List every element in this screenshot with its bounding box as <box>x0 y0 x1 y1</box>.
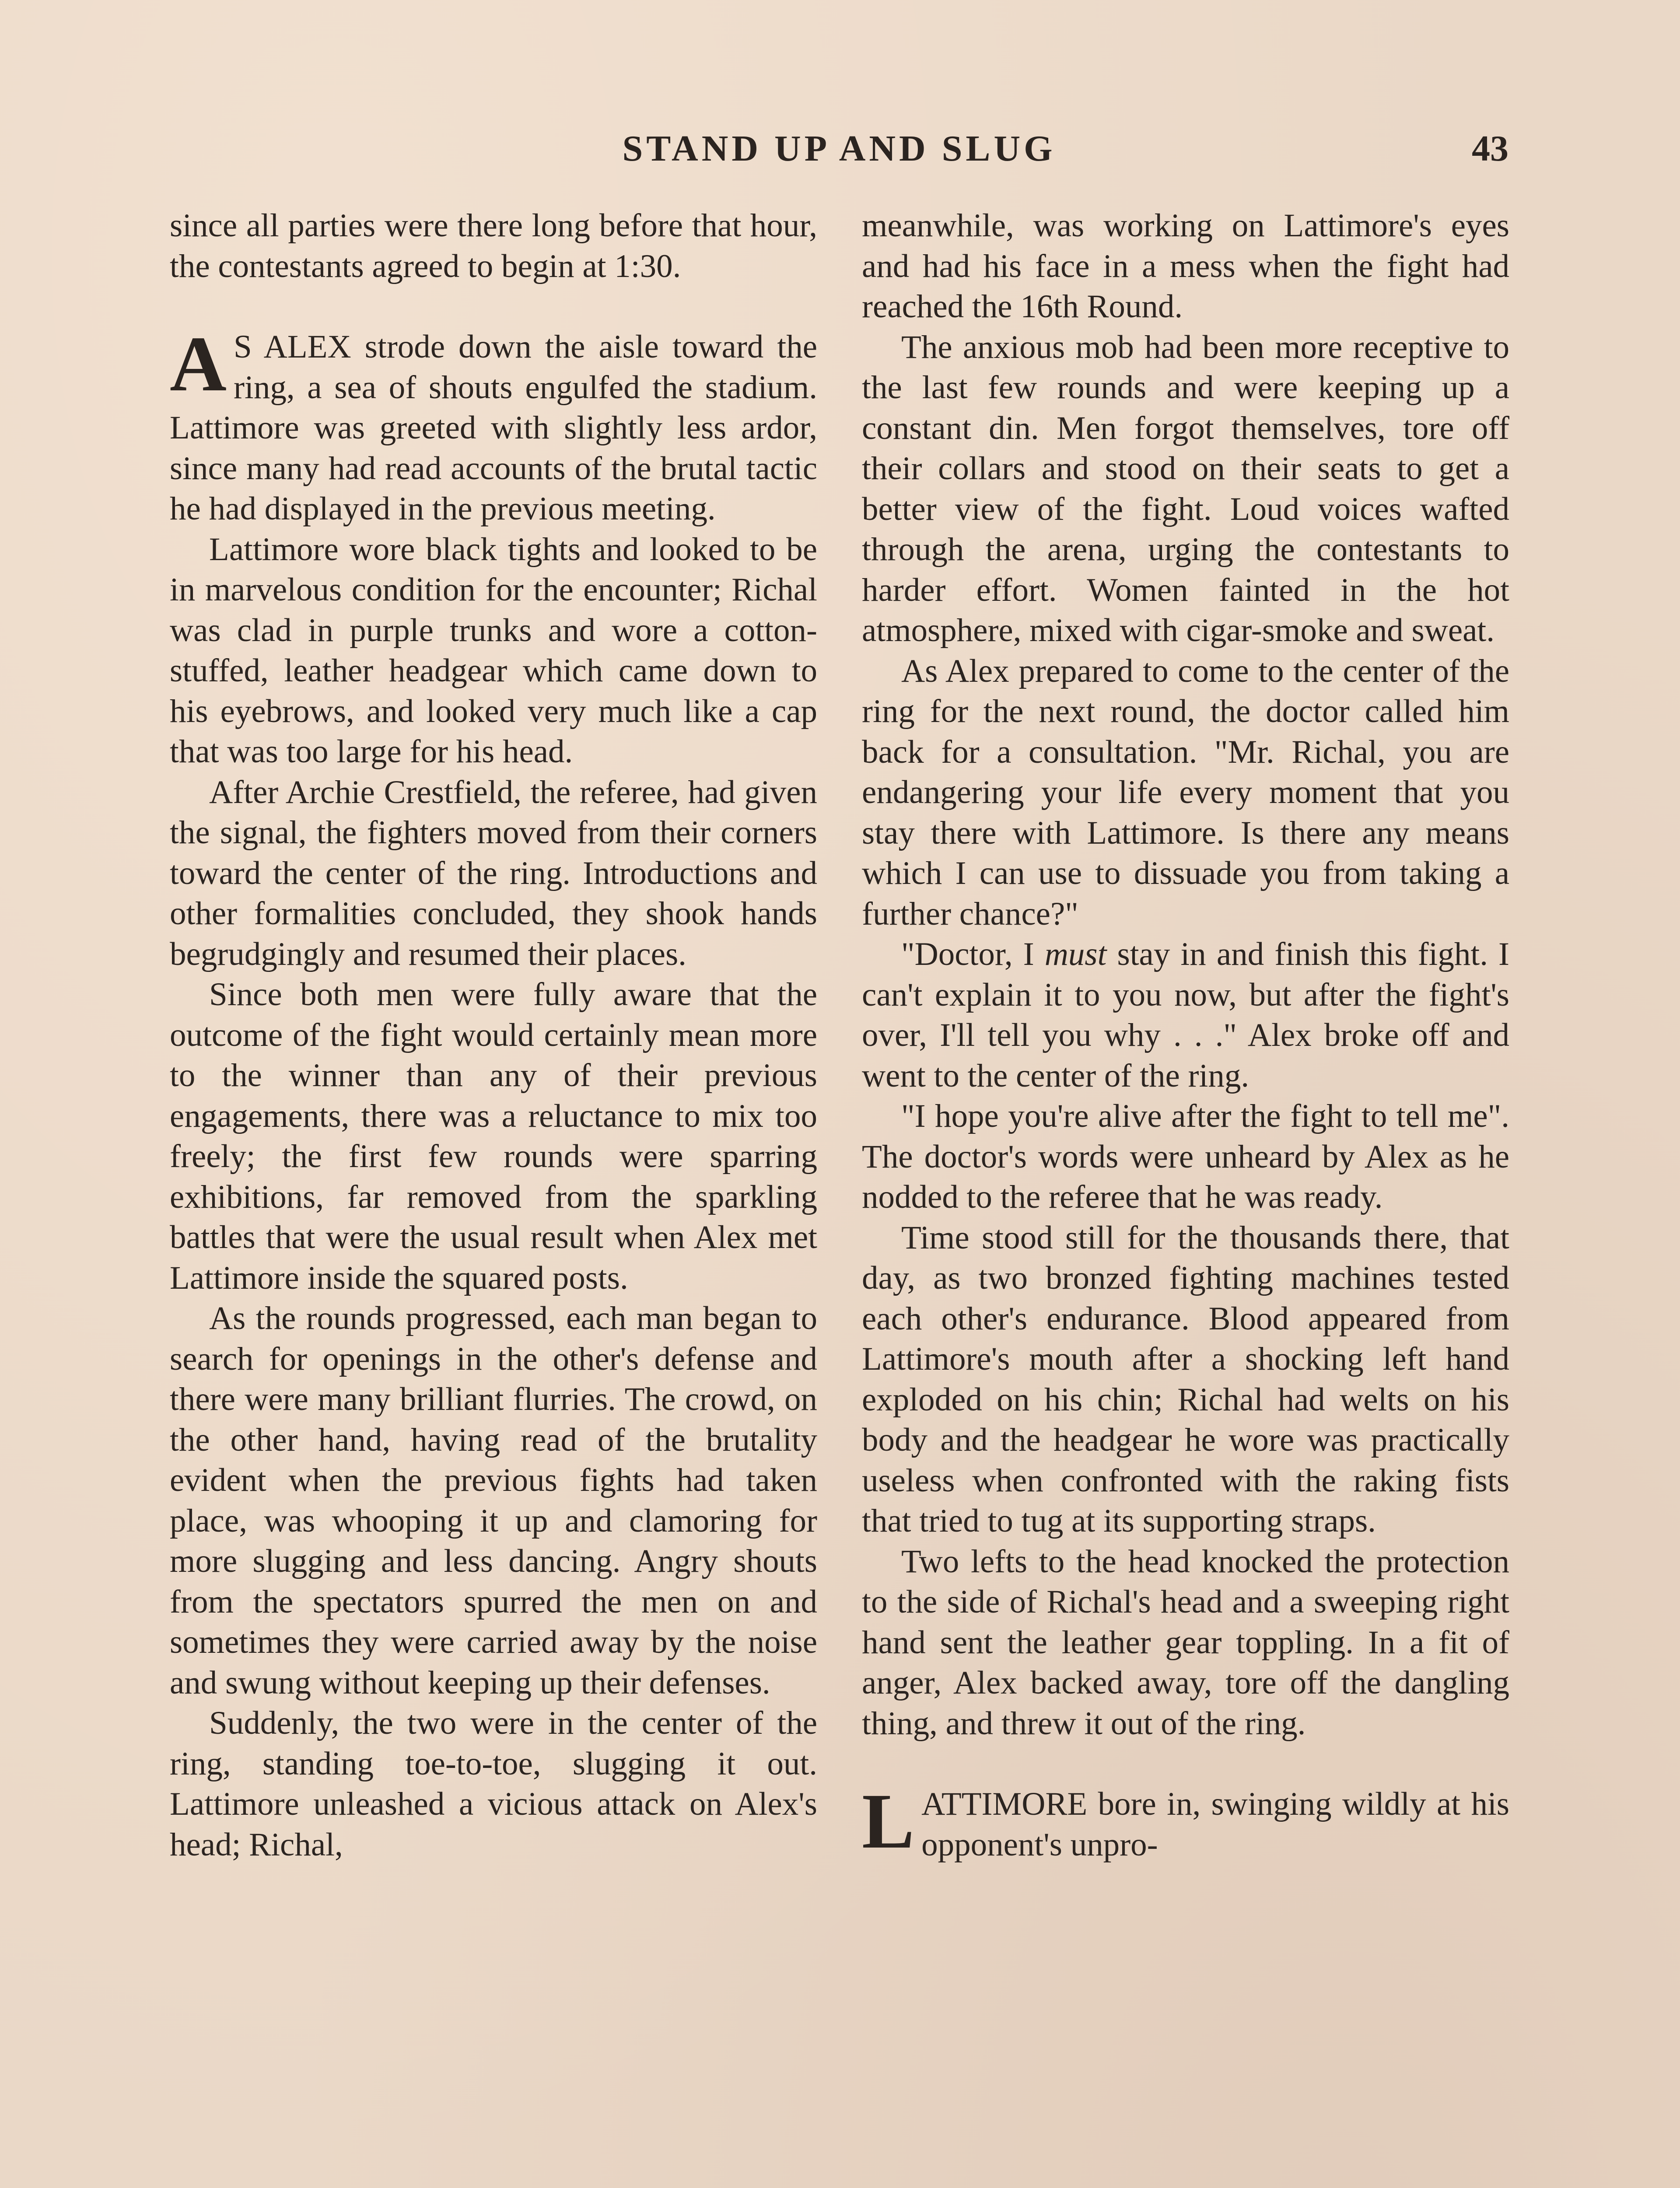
section-opening-paragraph <box>862 1778 1509 1865</box>
page-number: 43 <box>1472 128 1508 169</box>
right-column <box>862 206 1509 1865</box>
left-column <box>170 206 817 1865</box>
paragraph-text: bore in, swinging wildly at his opponent's unpro- <box>921 1786 1509 1863</box>
section-opening-paragraph <box>170 320 817 529</box>
paragraph: meanwhile, was working on Lattimore's eyes and had his face in a mess when the fight had reached the 16th Round. <box>862 207 1509 325</box>
drop-cap: A <box>170 320 227 407</box>
paragraph: Two lefts to the head knocked the protection to the side of Richal's head and a sweeping right hand sent the leather gear toppling. In a fit of anger, Alex backed away, tore off the dangling thing, and threw it out of the ring. <box>862 1543 1509 1742</box>
paragraph: Time stood still for the thousands there, that day, as two bronzed fighting machines tested each other's endurance. Blood appeared from Lattimore's mouth after a shocking left hand exploded on his chin; Richal had welts on his body and the headgear he wore was practically useless when confronted with the raking fists that tried to tug at its supporting straps. <box>862 1219 1509 1539</box>
paragraph <box>862 934 1509 1096</box>
paragraph: The anxious mob had been more receptive to the last few rounds and were keeping up a constant din. Men forgot themselves, tore off their collars and stood on their seats to get a better view of the fight. Loud voices wafted through the arena, urging the contestants to harder effort. Women fainted in the hot atmosphere, mixed with cigar-smoke and sweat. <box>862 329 1509 649</box>
paragraph: Lattimore wore black tights and looked to be in marvelous condition for the encounter; Richal was clad in purple trunks and wore a cotton-stuffed, leather headgear which came down to his eyebrows, and looked very much like a cap that was too large for his head. <box>170 531 817 770</box>
paragraph-text: stay in and finish this fight. I can't explain it to you now, but after the fight's over, I'll tell you why . . ." Alex broke off and went to the center of the ring. <box>862 936 1510 1094</box>
page-header <box>170 118 1508 179</box>
paragraph: since all parties were there long before that hour, the contestants agreed to begin at 1:30. <box>170 207 817 284</box>
paragraph: As the rounds progressed, each man began to search for openings in the other's defense and there were many brilliant flurries. The crowd, on the other hand, having read of the brutality evident when the previous fights had taken place, was whooping it up and clamoring for more slugging and less dancing. Angry shouts from the spectators spurred the men on and sometimes they were carried away by the noise and swung without keeping up their defenses. <box>170 1300 817 1701</box>
drop-cap: L <box>862 1778 915 1865</box>
paragraph: "I hope you're alive after the fight to tell me". The doctor's words were unheard by Alex as he nodded to the referee that he was ready. <box>862 1098 1509 1215</box>
lead-in-text: ATTIMORE <box>921 1786 1088 1822</box>
paragraph: After Archie Crestfield, the referee, had given the signal, the fighters moved from their corners toward the center of the ring. Introductions and other formalities concluded, they shook hands begrudgingly and resumed their places. <box>170 774 817 972</box>
paragraph: Suddenly, the two were in the center of the ring, standing toe-to-toe, slugging it out. Lattimore unleashed a vicious attack on Alex's head; Richal, <box>170 1705 817 1863</box>
running-title: STAND UP AND SLUG <box>622 128 1056 169</box>
paragraph: Since both men were fully aware that the outcome of the fight would certainly mean more to the winner than any of their previous engagements, there was a reluctance to mix too freely; the first few rounds were sparring exhibitions, far removed from the sparkling battles that were the usual result when Alex met Lattimore inside the squared posts. <box>170 976 817 1296</box>
lead-in-text: S ALEX <box>234 329 351 365</box>
paragraph-text: "Doctor, I <box>901 936 1045 972</box>
paragraph-text: strode down the aisle toward the ring, a sea of shouts engulfed the stadium. Lattimore was greeted with slightly less ardor, since many had read accounts of the brutal tactic he had displayed in the previous meeting. <box>170 329 817 527</box>
emphasis-text: must <box>1044 936 1107 972</box>
paragraph: As Alex prepared to come to the center of the ring for the next round, the doctor called him back for a consultation. "Mr. Richal, you are endangering your life every moment that you stay there with Lattimore. Is there any means which I can use to dissuade you from taking a further chance?" <box>862 652 1509 932</box>
